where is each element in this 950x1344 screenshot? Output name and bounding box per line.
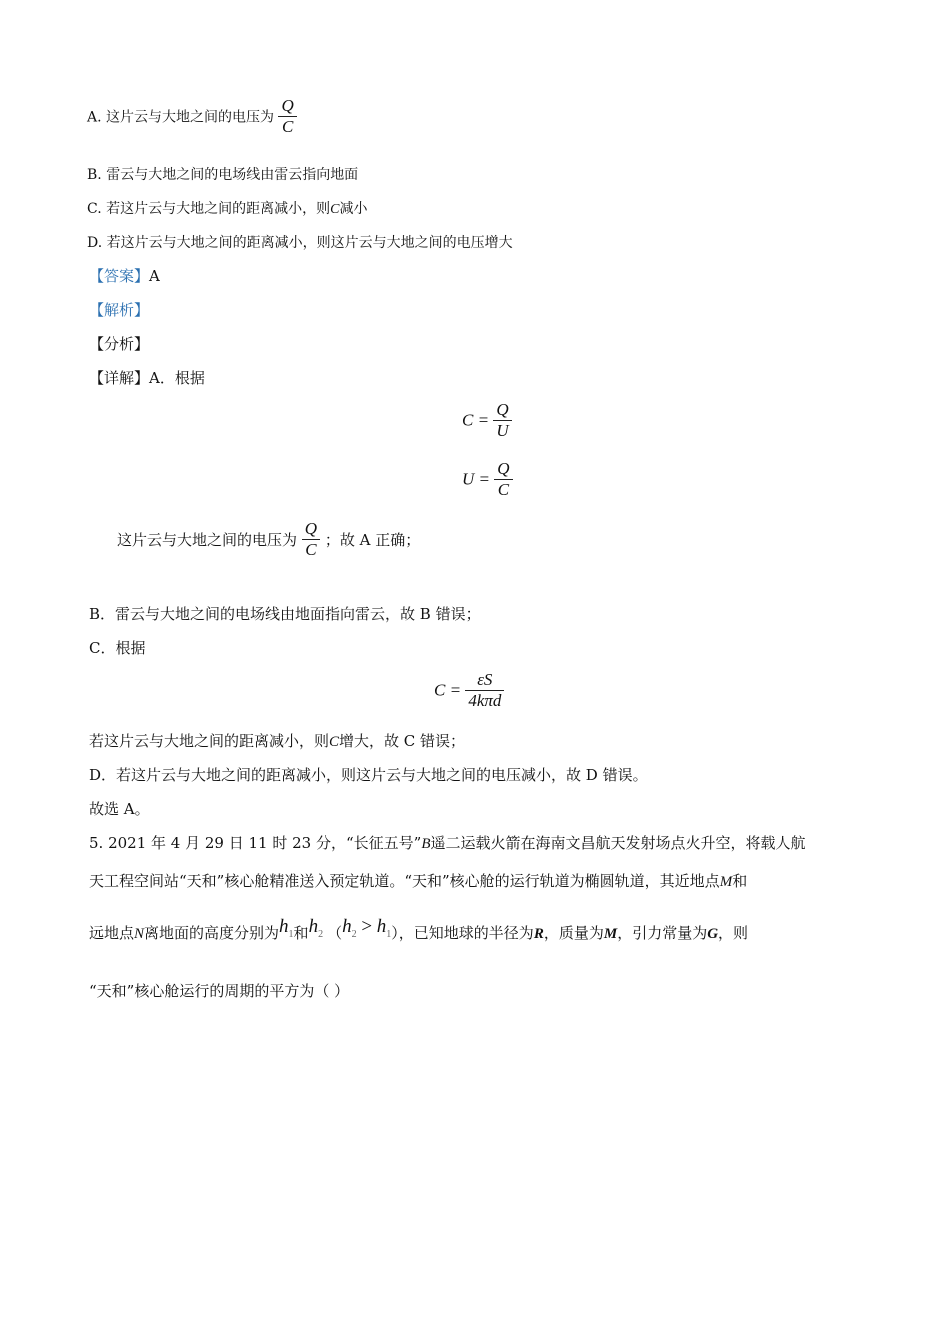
equation-1 [462,400,512,441]
q5-grav: ，引力常量为 [617,924,708,942]
analysis-tag: 【解析】 [89,301,150,319]
eq1-den: U [493,420,511,441]
option-a-frac-den: C [278,116,296,137]
eq3-fraction [465,670,504,711]
eq2-fraction [494,459,512,500]
q5-mass: ，质量为 [543,924,604,942]
explain-c: C．根据 [89,639,146,657]
explain-a-pre: 这片云与大地之间的电压为 [117,531,298,549]
option-c-var: C [330,202,340,217]
answer-line [89,265,160,286]
q5-h2: $h_2$ [308,916,324,940]
answer-value: A [149,267,160,285]
q5-h2-gt-h1: $h_2 > h_1$ [342,916,392,940]
explain-a [117,519,420,560]
q5-line2-m: M [719,874,733,890]
eq1-lhs: C = [462,410,490,430]
option-a-text: A. 这片云与大地之间的电压为 [87,109,275,126]
explain-c2-var: C [329,734,340,750]
q5-var-n: N [134,926,145,942]
explain-c2-pre: 若这片云与大地之间的距离减小，则 [89,732,330,750]
fenxi-tag: 【分析】 [89,335,150,353]
q5-line1-pre: 5. 2021 年 4 月 29 日 11 时 23 分，“长征五号” [89,834,422,852]
explain-d: D．若这片云与大地之间的距离减小，则这片云与大地之间的电压减小，故 D 错误。 [89,766,648,784]
eq2-lhs: U = [462,469,490,489]
option-a [87,96,297,137]
q5-line2 [89,870,747,891]
detail-line [89,367,205,388]
q5-h1: $h_1$ [279,916,294,940]
q5-line1 [89,832,806,853]
explain-b: B．雷云与大地之间的电场线由地面指向雷云，故 B 错误； [89,605,481,623]
option-a-frac-num: Q [281,96,294,115]
option-d: D. 若这片云与大地之间的距离减小，则这片云与大地之间的电压增大 [87,235,513,251]
q5-line4: “天和”核心舱运行的周期的平方为（ ） [89,982,350,1000]
option-c [87,198,367,218]
equation-2 [462,459,513,500]
q5-var-r: R [533,926,544,942]
equation-3 [434,670,504,711]
eq3-lhs: C = [434,680,462,700]
eq3-num: εS [477,670,493,689]
q5-line3-a: 远地点 [89,924,135,942]
q5-paren-close: ），已知地球的半径为 [391,924,534,942]
q5-var-m: M [603,926,618,942]
explain-a-post: ；故 A 正确； [324,531,421,549]
q5-line3 [89,916,749,946]
eq2-den: C [494,479,512,500]
option-c-post: 减小 [339,201,368,217]
detail-text: A．根据 [149,369,205,387]
eq1-fraction [493,400,511,441]
q5-line3-b: 离地面的高度分别为 [144,924,280,942]
explain-c2 [89,730,465,751]
q5-line1-post: 遥二运载火箭在海南文昌航天发射场点火升空，将载人航 [430,834,806,852]
option-b: B. 雷云与大地之间的电场线由雷云指向地面 [87,167,359,183]
q5-line1-b: B [421,836,431,852]
option-a-fraction [278,96,296,137]
q5-var-g: G [707,926,719,942]
conclusion: 故选 A。 [89,800,150,818]
detail-tag: 【详解】 [89,369,150,387]
explain-a-num: Q [304,519,318,538]
q5-line2-post: 和 [732,872,748,890]
q5-he: 和 [293,924,309,942]
answer-tag: 【答案】 [89,267,150,285]
eq3-den: 4kπd [465,690,504,711]
explain-a-den: C [302,539,320,560]
option-c-pre: C. 若这片云与大地之间的距离减小，则 [87,201,331,217]
explain-a-fraction [302,519,320,560]
explain-c2-post: 增大，故 C 错误； [339,732,466,750]
q5-ze: ，则 [718,924,749,942]
q5-paren-open: （ [327,924,343,942]
q5-line2-pre: 天工程空间站“天和”核心舱精准送入预定轨道。“天和”核心舱的运行轨道为椭圆轨道，其近地点 [89,872,720,890]
eq2-num: Q [497,459,510,478]
eq1-num: Q [496,400,509,419]
